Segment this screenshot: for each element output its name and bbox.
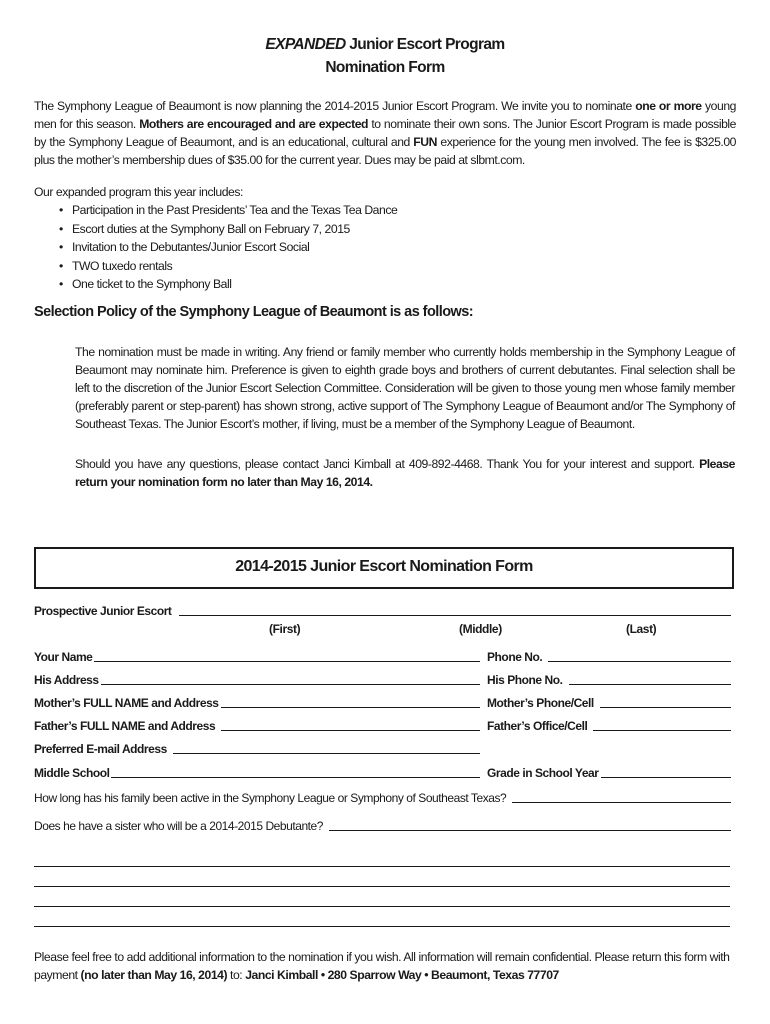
document-subtitle: Nomination Form bbox=[325, 59, 445, 76]
intro-bold-1: one or more bbox=[635, 99, 702, 113]
grade-field[interactable] bbox=[601, 767, 732, 778]
mother-name-label: Mother’s FULL NAME and Address bbox=[34, 696, 219, 710]
family-active-label: How long has his family been active in the Symphony League or Symphony of Southeast Texas? bbox=[34, 791, 507, 805]
form-title: 2014-2015 Junior Escort Nomination Form bbox=[235, 558, 533, 575]
phone-row bbox=[487, 650, 731, 664]
mother-phone-row bbox=[487, 696, 731, 710]
footer-address: Janci Kimball • 280 Sparrow Way • Beaumont, Texas 77707 bbox=[245, 968, 559, 982]
footer-to: to: bbox=[227, 968, 246, 982]
his-address-row bbox=[34, 673, 480, 687]
footer-note bbox=[34, 948, 730, 984]
family-active-field[interactable] bbox=[512, 792, 731, 803]
first-name-caption: (First) bbox=[269, 622, 301, 636]
father-phone-field[interactable] bbox=[593, 720, 731, 731]
policy-contact bbox=[75, 455, 735, 491]
middle-school-field[interactable] bbox=[111, 767, 480, 778]
middle-school-row bbox=[34, 766, 480, 780]
prospective-escort-row bbox=[34, 604, 731, 618]
intro-paragraph bbox=[34, 97, 736, 169]
family-active-row bbox=[34, 791, 731, 805]
additional-info-line[interactable] bbox=[34, 866, 730, 867]
sister-deb-label: Does he have a sister who will be a 2014-2015 Debutante? bbox=[34, 819, 324, 833]
email-field[interactable] bbox=[173, 743, 480, 754]
intro-text-2: young men for this season. bbox=[34, 99, 736, 131]
middle-name-caption: (Middle) bbox=[459, 622, 502, 636]
father-phone-row bbox=[487, 719, 731, 733]
mother-name-field[interactable] bbox=[221, 697, 480, 708]
list-item: • One ticket to the Symphony Ball bbox=[55, 275, 397, 294]
policy-heading: Selection Policy of the Symphony League of Beaumont is as follows: bbox=[34, 304, 474, 320]
father-name-field[interactable] bbox=[221, 720, 480, 731]
program-lead: Our expanded program this year includes: bbox=[34, 185, 243, 199]
document-title bbox=[0, 36, 770, 54]
last-name-caption: (Last) bbox=[626, 622, 657, 636]
your-name-row bbox=[34, 650, 480, 664]
email-row bbox=[34, 742, 480, 756]
email-label: Preferred E-mail Address bbox=[34, 742, 167, 756]
father-name-label: Father’s FULL NAME and Address bbox=[34, 719, 216, 733]
form-title-box bbox=[34, 547, 734, 589]
list-item: • Escort duties at the Symphony Ball on February 7, 2015 bbox=[55, 220, 397, 239]
his-address-field[interactable] bbox=[101, 674, 480, 685]
additional-info-line[interactable] bbox=[34, 926, 730, 927]
intro-text-4: experience for the young men involved. The fee is $325.00 plus the mother’s membership dues of $35.00 for the current year. Dues may be paid at slbmt.com. bbox=[34, 135, 736, 167]
intro-bold-2: Mothers are encouraged and are expected bbox=[139, 117, 369, 131]
intro-bold-3: FUN bbox=[413, 135, 437, 149]
mother-phone-field[interactable] bbox=[600, 697, 731, 708]
grade-row bbox=[487, 766, 731, 780]
list-item: • TWO tuxedo rentals bbox=[55, 257, 397, 276]
contact-deadline: Please return your nomination form no later than May 16, 2014. bbox=[75, 457, 735, 489]
program-list bbox=[55, 201, 397, 294]
his-phone-field[interactable] bbox=[569, 674, 732, 685]
sister-deb-row bbox=[34, 819, 731, 833]
prospective-label: Prospective Junior Escort bbox=[34, 604, 172, 618]
middle-school-label: Middle School bbox=[34, 766, 110, 780]
your-name-field[interactable] bbox=[94, 651, 480, 662]
his-phone-label: His Phone No. bbox=[487, 673, 563, 687]
father-phone-label: Father’s Office/Cell bbox=[487, 719, 588, 733]
mother-row bbox=[34, 696, 480, 710]
prospective-name-field[interactable] bbox=[179, 605, 731, 616]
sister-deb-field[interactable] bbox=[329, 820, 731, 831]
policy-body: The nomination must be made in writing. Any friend or family member who currently holds membership in the Symphony League of Beaumont may nominate him. Preference is given to eighth grade boys and brothers of current debutantes. Final selection shall be left to the discretion of the Junior Escort Selection Committee. Consideration will be given to those young men whose family member (preferably parent or step-parent) has shown strong, active support of The Symphony League of Beaumont and/or The Symphony of Southeast Texas. The Junior Escort’s mother, if living, must be a member of the Symphony League of Beaumont. bbox=[75, 345, 735, 431]
father-row bbox=[34, 719, 480, 733]
your-name-label: Your Name bbox=[34, 650, 93, 664]
title-text: Junior Escort Program bbox=[345, 36, 505, 53]
list-item: • Participation in the Past Presidents’ Tea and the Texas Tea Dance bbox=[55, 201, 397, 220]
phone-field[interactable] bbox=[548, 651, 731, 662]
intro-text-3: to nominate their own sons. The Junior Escort Program is made possible by the Symphony League of Beaumont, and is an educational, cultural and bbox=[34, 117, 736, 149]
mother-phone-label: Mother’s Phone/Cell bbox=[487, 696, 594, 710]
his-address-label: His Address bbox=[34, 673, 99, 687]
footer-deadline: (no later than May 16, 2014) bbox=[80, 968, 228, 982]
contact-text: Should you have any questions, please contact Janci Kimball at 409-892-4468. Thank You for your interest and support. bbox=[75, 457, 700, 471]
additional-info-line[interactable] bbox=[34, 886, 730, 887]
grade-label: Grade in School Year bbox=[487, 766, 599, 780]
additional-info-line[interactable] bbox=[34, 906, 730, 907]
his-phone-row bbox=[487, 673, 731, 687]
phone-label: Phone No. bbox=[487, 650, 543, 664]
list-item: • Invitation to the Debutantes/Junior Escort Social bbox=[55, 238, 397, 257]
footer-text: Please feel free to add additional information to the nomination if you wish. All information will remain confidential. Please return this form with payment bbox=[34, 950, 730, 982]
title-emphasis: EXPANDED bbox=[265, 36, 346, 53]
intro-text-1: The Symphony League of Beaumont is now planning the 2014-2015 Junior Escort Program. We invite you to nominate bbox=[34, 99, 636, 113]
